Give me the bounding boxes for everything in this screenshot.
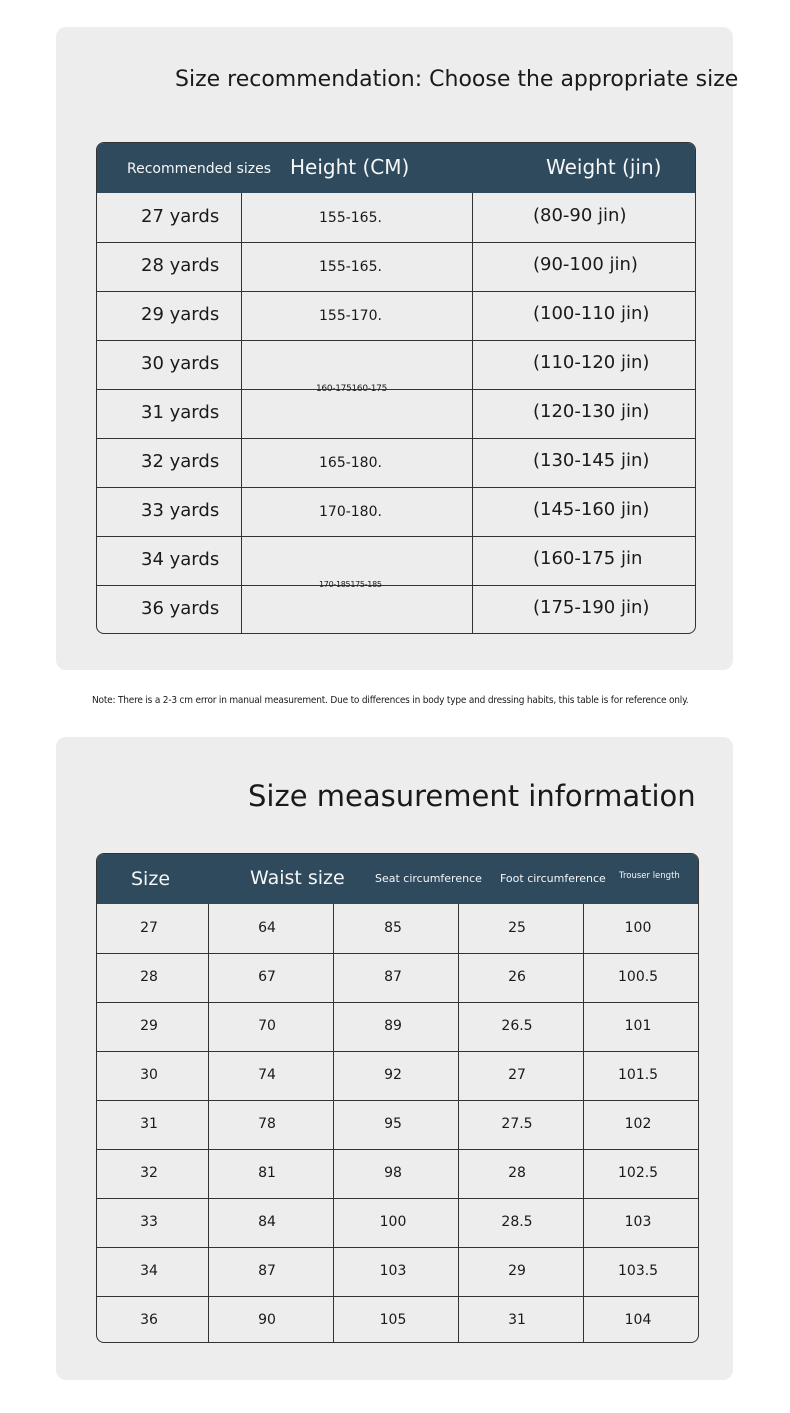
table-header	[97, 143, 695, 193]
foot-cell: 28.5	[501, 1214, 533, 1230]
foot-cell: 27.5	[501, 1116, 533, 1132]
column-divider	[458, 904, 459, 1343]
size-measurement-card	[56, 737, 733, 1380]
column-divider	[472, 193, 473, 634]
size-cell: 31 yards	[141, 402, 220, 423]
size-recommendation-title: Size recommendation: Choose the appropriate size	[175, 67, 739, 92]
size-cell: 27 yards	[141, 206, 220, 227]
length-cell: 102.5	[618, 1165, 659, 1181]
seat-cell: 98	[384, 1165, 402, 1181]
size-cell: 27	[140, 920, 158, 936]
column-divider	[583, 904, 584, 1343]
foot-cell: 28	[508, 1165, 526, 1181]
height-cell-merged: 170-185175-185	[319, 580, 382, 589]
size-measurement-table	[96, 853, 699, 1343]
waist-cell: 84	[258, 1214, 276, 1230]
height-cell: 155-170.	[319, 308, 382, 324]
waist-cell: 81	[258, 1165, 276, 1181]
size-cell: 28	[140, 969, 158, 985]
foot-cell: 27	[508, 1067, 526, 1083]
size-cell: 34	[140, 1263, 158, 1279]
header-seat: Seat circumference	[375, 872, 482, 885]
measurement-note: Note: There is a 2-3 cm error in manual measurement. Due to differences in body type and dressing habits, this table is for reference only.	[92, 695, 689, 706]
height-cell: 155-165.	[319, 259, 382, 275]
size-cell: 34 yards	[141, 549, 220, 570]
seat-cell: 100	[379, 1214, 407, 1230]
seat-cell: 95	[384, 1116, 402, 1132]
size-cell: 29	[140, 1018, 158, 1034]
size-measurement-title: Size measurement information	[248, 779, 696, 813]
header-height: Height (CM)	[290, 155, 410, 179]
size-cell: 36 yards	[141, 598, 220, 619]
length-cell: 103.5	[618, 1263, 659, 1279]
size-cell: 31	[140, 1116, 158, 1132]
seat-cell: 103	[379, 1263, 407, 1279]
length-cell: 104	[624, 1312, 652, 1328]
waist-cell: 87	[258, 1263, 276, 1279]
seat-cell: 85	[384, 920, 402, 936]
column-divider	[333, 904, 334, 1343]
header-trouser-length: Trouser length	[619, 871, 680, 881]
waist-cell: 74	[258, 1067, 276, 1083]
header-size: Size	[131, 868, 171, 890]
weight-cell: (130-145 jin)	[533, 450, 650, 471]
weight-cell: (175-190 jin)	[533, 597, 650, 618]
length-cell: 100.5	[618, 969, 659, 985]
header-foot: Foot circumference	[500, 872, 606, 885]
column-divider	[208, 904, 209, 1343]
weight-cell: (90-100 jin)	[533, 254, 638, 275]
weight-cell: (80-90 jin)	[533, 205, 627, 226]
seat-cell: 105	[379, 1312, 407, 1328]
size-cell: 30	[140, 1067, 158, 1083]
waist-cell: 67	[258, 969, 276, 985]
size-cell: 33	[140, 1214, 158, 1230]
length-cell: 103	[624, 1214, 652, 1230]
size-cell: 32	[140, 1165, 158, 1181]
weight-cell: (160-175 jin	[533, 548, 643, 569]
foot-cell: 29	[508, 1263, 526, 1279]
weight-cell: (110-120 jin)	[533, 352, 650, 373]
size-cell: 33 yards	[141, 500, 220, 521]
size-cell: 32 yards	[141, 451, 220, 472]
height-cell: 170-180.	[319, 504, 382, 520]
size-cell: 30 yards	[141, 353, 220, 374]
weight-cell: (120-130 jin)	[533, 401, 650, 422]
header-weight: Weight (jin)	[546, 155, 662, 179]
height-cell: 165-180.	[319, 455, 382, 471]
waist-cell: 70	[258, 1018, 276, 1034]
header-recommended-sizes: Recommended sizes	[127, 161, 272, 177]
seat-cell: 89	[384, 1018, 402, 1034]
column-divider	[241, 193, 242, 634]
seat-cell: 87	[384, 969, 402, 985]
size-recommendation-table	[96, 142, 696, 634]
height-cell: 155-165.	[319, 210, 382, 226]
length-cell: 102	[624, 1116, 652, 1132]
foot-cell: 25	[508, 920, 526, 936]
foot-cell: 26	[508, 969, 526, 985]
waist-cell: 78	[258, 1116, 276, 1132]
size-cell: 28 yards	[141, 255, 220, 276]
foot-cell: 31	[508, 1312, 526, 1328]
waist-cell: 90	[258, 1312, 276, 1328]
length-cell: 101	[624, 1018, 652, 1034]
header-waist: Waist size	[250, 867, 345, 889]
weight-cell: (145-160 jin)	[533, 499, 650, 520]
length-cell: 100	[624, 920, 652, 936]
size-cell: 36	[140, 1312, 158, 1328]
size-recommendation-card	[56, 27, 739, 670]
foot-cell: 26.5	[501, 1018, 533, 1034]
size-cell: 29 yards	[141, 304, 220, 325]
weight-cell: (100-110 jin)	[533, 303, 650, 324]
seat-cell: 92	[384, 1067, 402, 1083]
waist-cell: 64	[258, 920, 276, 936]
length-cell: 101.5	[618, 1067, 659, 1083]
table-header	[97, 854, 698, 904]
height-cell-merged: 160-175160-175	[316, 384, 388, 394]
